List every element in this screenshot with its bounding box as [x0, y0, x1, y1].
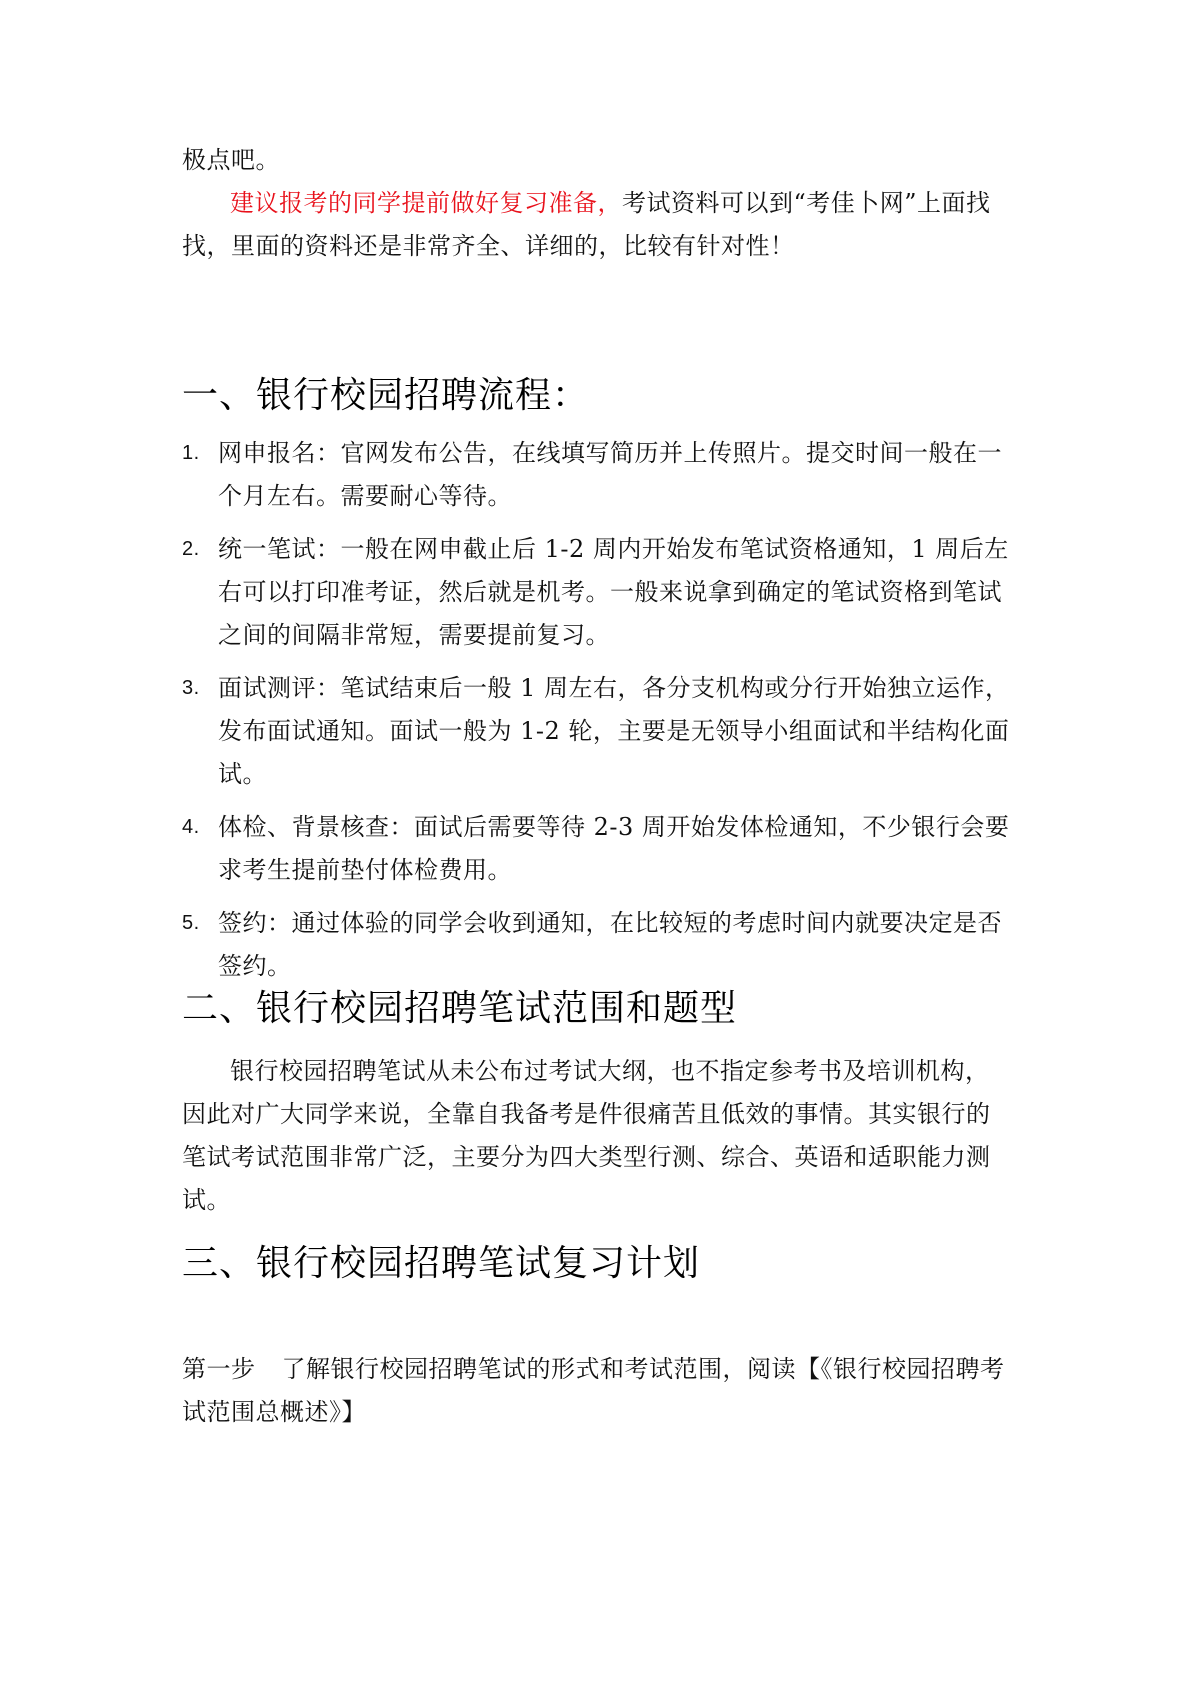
list-item — [182, 667, 1012, 796]
list-number: 4. — [182, 816, 200, 838]
list-text: 体检、背景核查：面试后需要等待 2-3 周开始发体检通知，不少银行会要求考生提前垫付体检费用。 — [218, 813, 1010, 884]
list-item — [182, 902, 1012, 988]
list-text: 签约：通过体验的同学会收到通知，在比较短的考虑时间内就要决定是否签约。 — [218, 909, 1002, 980]
list-number: 3. — [182, 677, 200, 699]
continuation-text: 极点吧。 — [182, 146, 280, 174]
section3-heading: 三、银行校园招聘笔试复习计划 — [182, 1243, 701, 1284]
list-number: 2. — [182, 538, 200, 560]
list-number: 5. — [182, 912, 200, 934]
step-one-paragraph — [182, 1348, 1012, 1434]
list-item — [182, 806, 1012, 892]
step-label: 第一步 — [182, 1355, 256, 1383]
list-number: 1. — [182, 442, 200, 464]
section1-heading: 一、银行校园招聘流程： — [182, 375, 590, 416]
recruitment-process-list — [182, 432, 1012, 998]
list-item — [182, 528, 1012, 657]
advice-highlight: 建议报考的同学提前做好复习准备， — [230, 189, 622, 217]
list-item — [182, 432, 1012, 518]
list-text: 面试测评：笔试结束后一般 1 周左右，各分支机构或分行开始独立运作，发布面试通知。面试一般为 1-2 轮，主要是无领导小组面试和半结构化面试。 — [218, 674, 1010, 788]
section2-body: 银行校园招聘笔试从未公布过考试大纲，也不指定参考书及培训机构，因此对广大同学来说，全靠自我备考是件很痛苦且低效的事情。其实银行的笔试考试范围非常广泛，主要分为四大类型行测、综合、英语和适职能力测试。 — [182, 1057, 991, 1214]
section2-heading: 二、银行校园招聘笔试范围和题型 — [182, 988, 738, 1029]
step-link[interactable]: 【《银行校园招聘考试范围总概述》】 — [182, 1355, 1005, 1426]
step-text: 了解银行校园招聘笔试的形式和考试范围，阅读 — [281, 1355, 796, 1383]
list-text: 统一笔试：一般在网申截止后 1-2 周内开始发布笔试资格通知，1 周后左右可以打印准考证，然后就是机考。一般来说拿到确定的笔试资格到笔试之间的间隔非常短，需要提前复习。 — [218, 535, 1009, 649]
advice-rest: 考试资料可以到“考佳卜网”上面找找，里面的资料还是非常齐全、详细的，比较有针对性！ — [182, 189, 991, 260]
advice-paragraph — [182, 182, 1012, 268]
list-text: 网申报名：官网发布公告，在线填写简历并上传照片。提交时间一般在一个月左右。需要耐心等待。 — [218, 439, 1002, 510]
